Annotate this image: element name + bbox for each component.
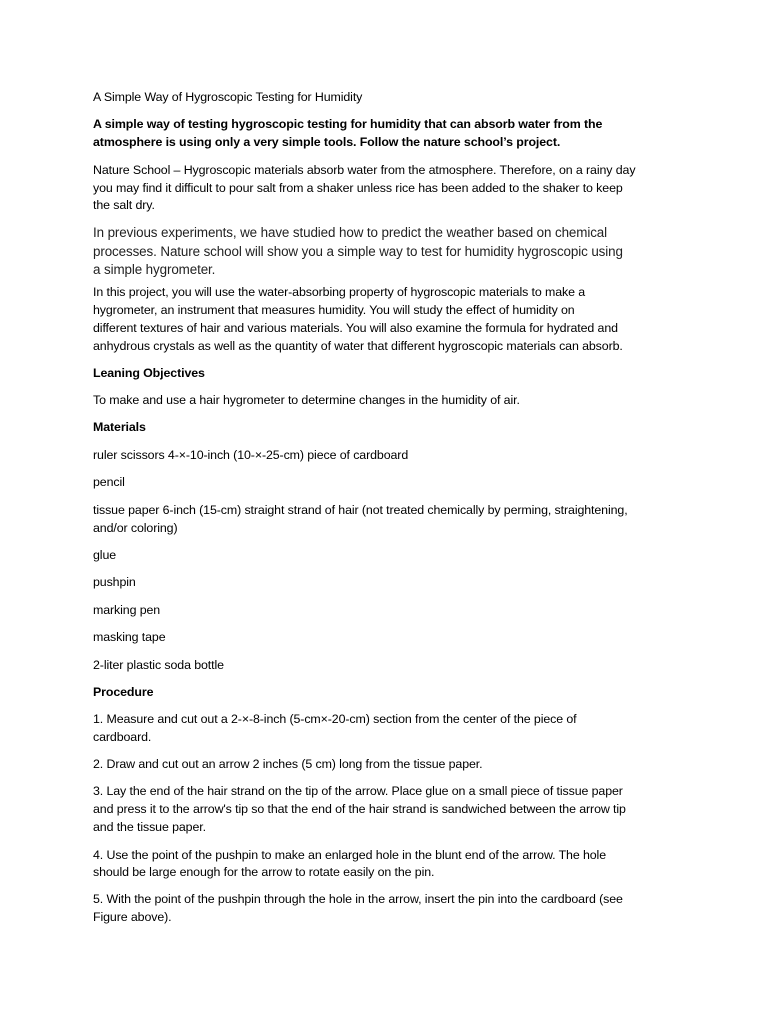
procedure-step-4-line-2: should be large enough for the arrow to rotate easily on the pin. (93, 865, 435, 879)
procedure-step-2: 2. Draw and cut out an arrow 2 inches (5 cm) long from the tissue paper. (93, 757, 483, 771)
procedure-step-3-line-1: 3. Lay the end of the hair strand on the tip of the arrow. Place glue on a small piece of tissue paper (93, 784, 623, 798)
nature-school-line-2: you may find it difficult to pour salt from a shaker unless rice has been added to the shaker to keep (93, 181, 623, 195)
objectives-text: To make and use a hair hygrometer to determine changes in the humidity of air. (93, 393, 520, 407)
procedure-heading: Procedure (93, 685, 154, 699)
material-item: 2-liter plastic soda bottle (93, 658, 224, 672)
objectives-heading: Leaning Objectives (93, 366, 205, 380)
materials-heading: Materials (93, 420, 146, 434)
procedure-step-1-line-2: cardboard. (93, 730, 152, 744)
nature-school-line-1: Nature School – Hygroscopic materials absorb water from the atmosphere. Therefore, on a rainy day (93, 163, 636, 177)
nature-school-line-3: the salt dry. (93, 198, 155, 212)
material-item: and/or coloring) (93, 521, 178, 535)
project-line-4: anhydrous crystals as well as the quantity of water that different hygroscopic materials can absorb. (93, 339, 623, 353)
previous-line-3: a simple hygrometer. (93, 262, 216, 277)
procedure-step-1-line-1: 1. Measure and cut out a 2-×-8-inch (5-cm×-20-cm) section from the center of the piece of (93, 712, 577, 726)
material-item: pushpin (93, 575, 136, 589)
document-title: A Simple Way of Hygroscopic Testing for Humidity (93, 90, 363, 104)
previous-line-1: In previous experiments, we have studied how to predict the weather based on chemical (93, 225, 608, 240)
procedure-step-3-line-2: and press it to the arrow's tip so that the end of the hair strand is sandwiched between the arrow tip (93, 802, 626, 816)
procedure-step-3-line-3: and the tissue paper. (93, 820, 206, 834)
procedure-step-4-line-1: 4. Use the point of the pushpin to make an enlarged hole in the blunt end of the arrow. The hole (93, 848, 607, 862)
material-item: marking pen (93, 603, 161, 617)
material-item: pencil (93, 475, 125, 489)
material-item: tissue paper 6-inch (15-cm) straight strand of hair (not treated chemically by perming, straightening, (93, 503, 628, 517)
procedure-step-5-line-1: 5. With the point of the pushpin through the hole in the arrow, insert the pin into the cardboard (see (93, 892, 623, 906)
previous-line-2: processes. Nature school will show you a simple way to test for humidity hygroscopic using (93, 244, 623, 259)
procedure-step-5-line-2: Figure above). (93, 910, 172, 924)
material-item: masking tape (93, 630, 166, 644)
intro-line-2: atmosphere is using only a very simple tools. Follow the nature school’s project. (93, 135, 561, 149)
material-item: ruler scissors 4-×-10-inch (10-×-25-cm) piece of cardboard (93, 448, 409, 462)
intro-line-1: A simple way of testing hygroscopic testing for humidity that can absorb water from the (93, 117, 603, 131)
material-item: glue (93, 548, 117, 562)
project-line-3: different textures of hair and various materials. You will also examine the formula for hydrated and (93, 321, 618, 335)
project-line-1: In this project, you will use the water-absorbing property of hygroscopic materials to make a (93, 285, 586, 299)
project-line-2: hygrometer, an instrument that measures humidity. You will study the effect of humidity on (93, 303, 575, 317)
